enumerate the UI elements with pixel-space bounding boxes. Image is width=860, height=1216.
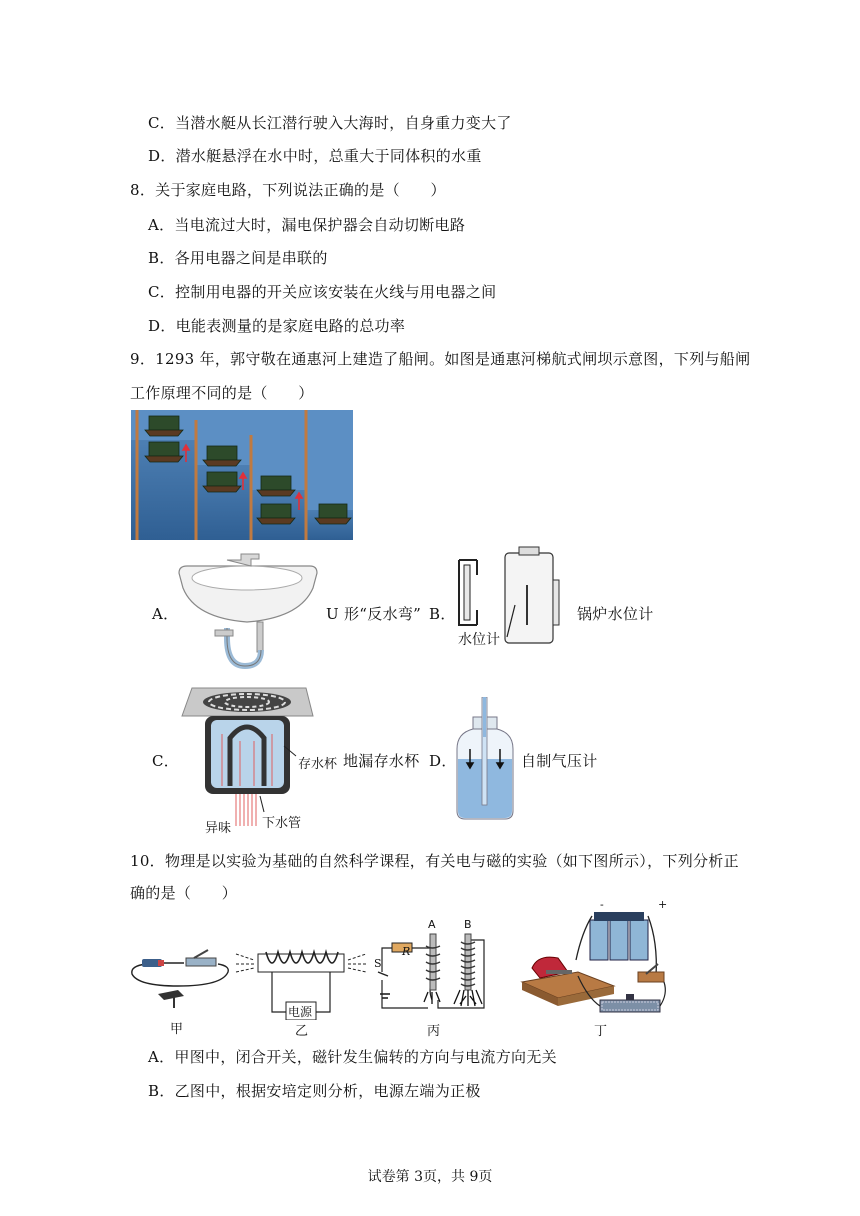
fig-bing-electromagnets — [372, 920, 492, 1020]
fig-jia-oersted-experiment — [128, 942, 234, 1012]
fig-ding-motor-setup — [518, 902, 672, 1022]
q9-option-b-gauge-label: 水位计 — [458, 632, 500, 648]
fig-yi-power-label: 电源 — [288, 1005, 313, 1019]
q8-option-b: B．各用电器之间是串联的 — [148, 249, 328, 267]
q7-option-c: C．当潜水艇从长江潜行驶入大海时，自身重力变大了 — [148, 114, 512, 132]
ship-lock-figure — [131, 410, 353, 540]
basin-u-trap-figure — [175, 548, 320, 670]
floor-drain-figure — [180, 686, 315, 826]
fig-bing-label-a: A — [428, 918, 436, 931]
q9-option-c-cup-label: 存水杯 — [298, 757, 338, 772]
q8-option-d: D．电能表测量的是家庭电路的总功率 — [148, 317, 406, 335]
q9-option-b-text: 锅炉水位计 — [577, 605, 654, 623]
q10-option-b: B．乙图中，根据安培定则分析，电源左端为正极 — [148, 1082, 481, 1100]
q9-option-c-smell-label: 异味 — [205, 821, 232, 836]
fig-bing-label-r: R — [402, 945, 411, 958]
q9-option-d-text: 自制气压计 — [521, 752, 598, 770]
fig-yi-label: 乙 — [295, 1024, 309, 1039]
q9-option-b-letter: B． — [429, 605, 456, 623]
fig-ding-plus-label: + — [658, 898, 668, 911]
q9-option-d-letter: D． — [429, 752, 457, 770]
q9-stem-line2: 工作原理不同的是（ ） — [130, 384, 314, 402]
fig-ding-label: 丁 — [594, 1024, 608, 1039]
q9-option-c-pipe-label: 下水管 — [262, 816, 302, 831]
q10-stem-line2: 确的是（ ） — [130, 884, 238, 902]
q9-option-c-letter: C． — [152, 752, 180, 770]
q8-option-a: A．当电流过大时，漏电保护器会自动切断电路 — [148, 216, 466, 234]
q8-option-c: C．控制用电器的开关应该安装在火线与用电器之间 — [148, 283, 497, 301]
fig-ding-minus-label: - — [600, 898, 604, 911]
q9-option-a-letter: A． — [152, 605, 179, 623]
q7-option-d: D．潜水艇悬浮在水中时，总重大于同体积的水重 — [148, 147, 482, 165]
fig-bing-label-s: S — [374, 957, 382, 970]
q9-option-a-text: U 形“反水弯” — [326, 605, 422, 623]
q10-option-a: A．甲图中，闭合开关，磁针发生偏转的方向与电流方向无关 — [148, 1048, 557, 1066]
barometer-bottle-figure — [455, 697, 515, 821]
fig-bing-label-b: B — [464, 918, 472, 931]
q9-option-c-text: 地漏存水杯 — [343, 752, 420, 770]
page-footer: 试卷第 3页，共 9页 — [367, 1169, 493, 1185]
fig-jia-label: 甲 — [170, 1022, 184, 1037]
q8-stem: 8．关于家庭电路，下列说法正确的是（ ） — [130, 181, 446, 199]
fig-bing-label: 丙 — [427, 1024, 441, 1039]
q10-stem-line1: 10．物理是以实验为基础的自然科学课程，有关电与磁的实验（如下图所示），下列分析正 — [130, 852, 739, 870]
q9-stem-line1: 9．1293 年，郭守敬在通惠河上建造了船闸。如图是通惠河梯航式闸坝示意图，下列与船闸 — [130, 350, 751, 368]
